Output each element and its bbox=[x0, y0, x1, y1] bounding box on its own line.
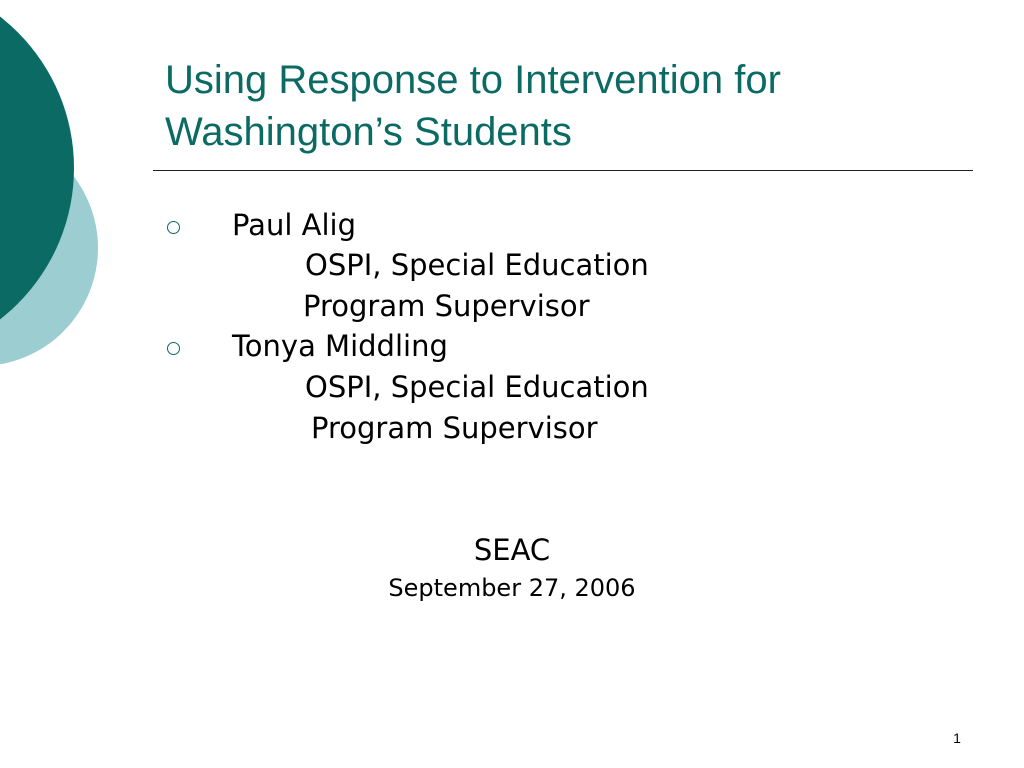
presenter-role: Program Supervisor bbox=[303, 289, 590, 323]
presenter-organization: OSPI, Special Education bbox=[305, 370, 649, 404]
event-date: September 27, 2006 bbox=[388, 574, 636, 602]
presenter-role: Program Supervisor bbox=[311, 411, 598, 445]
slide-page-number: 1 bbox=[953, 730, 961, 746]
slide-title-line-2: Washington’s Students bbox=[165, 110, 572, 154]
presenter-name: Paul Alig bbox=[232, 208, 356, 242]
slide-title-line-1: Using Response to Intervention for bbox=[165, 58, 781, 102]
event-name: SEAC bbox=[473, 533, 551, 567]
hollow-circle-bullet-icon bbox=[167, 342, 180, 355]
presenter-organization: OSPI, Special Education bbox=[305, 248, 649, 282]
presenter-name: Tonya Middling bbox=[232, 329, 448, 363]
hollow-circle-bullet-icon bbox=[167, 221, 180, 234]
